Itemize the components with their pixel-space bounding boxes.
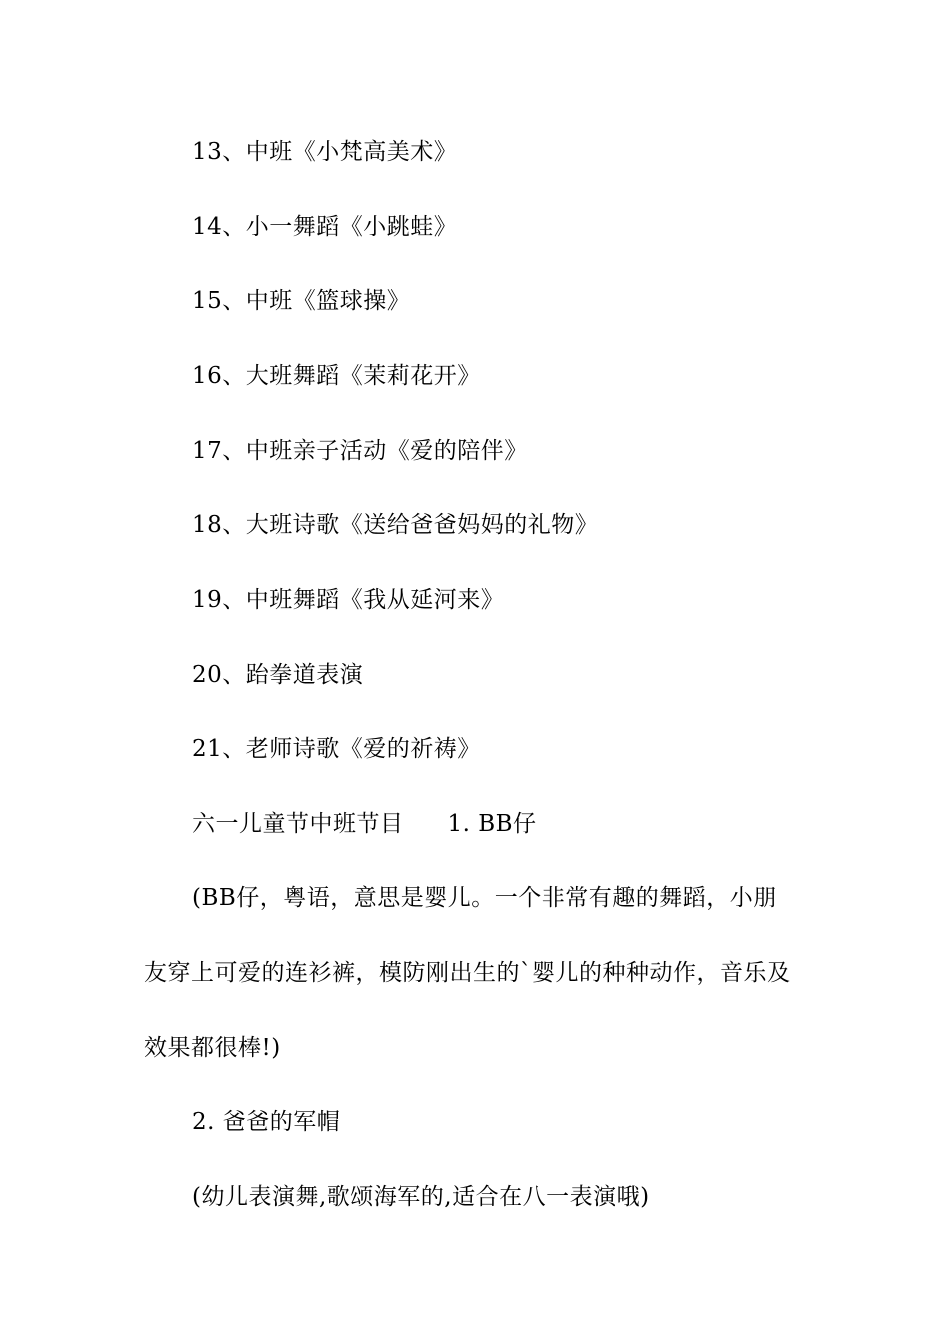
description-1-line-3: 效果都很棒!) — [144, 1035, 281, 1061]
program-item-14: 14、小一舞蹈《小跳蛙》 — [192, 214, 458, 240]
program-item-15: 15、中班《篮球操》 — [192, 288, 411, 314]
program-item-18: 18、大班诗歌《送给爸爸妈妈的礼物》 — [192, 512, 599, 538]
section-heading-line — [192, 809, 537, 839]
program-item-2: 2. 爸爸的军帽 — [192, 1109, 341, 1135]
program-item-19: 19、中班舞蹈《我从延河来》 — [192, 587, 505, 613]
section-first-item: 1. BB仔 — [447, 811, 537, 837]
program-item-13: 13、中班《小梵高美术》 — [192, 139, 458, 165]
section-heading: 六一儿童节中班节目 — [192, 811, 404, 837]
description-1-line-2: 友穿上可爱的连衫裤，模防刚出生的`婴儿的种种动作，音乐及 — [144, 960, 791, 986]
program-item-21: 21、老师诗歌《爱的祈祷》 — [192, 736, 481, 762]
description-2: (幼儿表演舞,歌颂海军的,适合在八一表演哦) — [192, 1184, 650, 1210]
program-item-20: 20、跆拳道表演 — [192, 662, 364, 688]
program-item-17: 17、中班亲子活动《爱的陪伴》 — [192, 438, 528, 464]
description-1-line-1: (BB仔，粤语，意思是婴儿。一个非常有趣的舞蹈，小朋 — [192, 885, 777, 911]
program-item-16: 16、大班舞蹈《茉莉花开》 — [192, 363, 481, 389]
